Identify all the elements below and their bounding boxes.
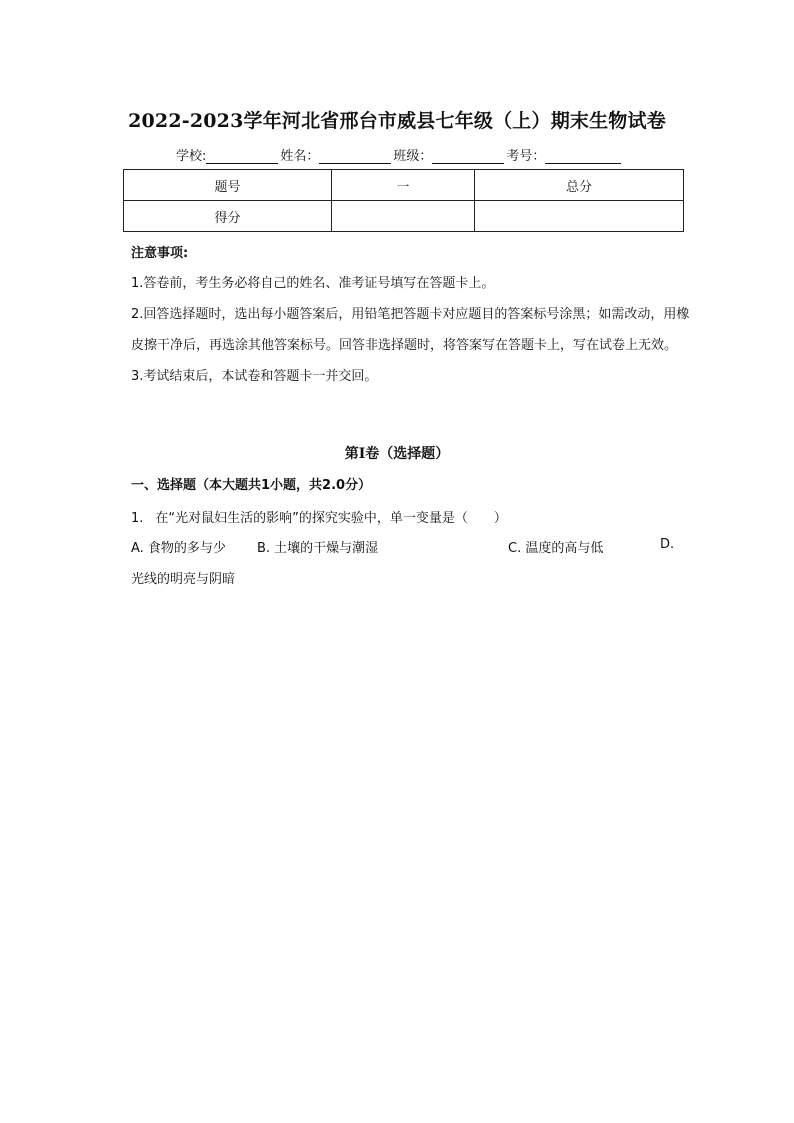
question-1-options bbox=[131, 537, 691, 557]
name-label: 姓名： bbox=[280, 149, 320, 164]
exam-no-label: 考号： bbox=[506, 149, 546, 164]
notes-list bbox=[131, 268, 691, 392]
school-field bbox=[176, 145, 280, 164]
class-label: 班级： bbox=[393, 149, 433, 164]
page-title: 2022-2023学年河北省邢台市威县七年级（上）期末生物试卷 bbox=[128, 110, 666, 132]
note-item: 2.回答选择题时，选出每小题答案后，用铅笔把答题卡对应题目的答案标号涂黑；如需改动，用橡皮擦干净后，再选涂其他答案标号。回答非选择题时，将答案写在答题卡上，写在试卷上无效。 bbox=[131, 307, 690, 353]
school-blank[interactable] bbox=[206, 149, 278, 164]
exam-no-blank[interactable] bbox=[545, 149, 621, 164]
option-c: C. 温度的高与低 bbox=[508, 541, 604, 556]
student-info-line bbox=[176, 145, 656, 164]
note-item: 1.答卷前，考生务必将自己的姓名、准考证号填写在答题卡上。 bbox=[131, 276, 495, 291]
question-1 bbox=[131, 507, 507, 526]
score-row-label: 得分 bbox=[124, 201, 332, 232]
option-d-text: 光线的明亮与阴暗 bbox=[131, 572, 236, 587]
score-table-score-row bbox=[124, 201, 684, 232]
note-item: 3.考试结束后，本试卷和答题卡一并交回。 bbox=[131, 369, 378, 384]
exam-no-field bbox=[506, 145, 623, 164]
score-table-header-row bbox=[124, 170, 684, 201]
notes-heading: 注意事项: bbox=[131, 246, 189, 261]
score-cell-part-one bbox=[332, 201, 475, 232]
option-a: A. 食物的多与少 bbox=[131, 541, 226, 556]
header-cell-question-number: 题号 bbox=[124, 170, 332, 201]
question-number: 1. bbox=[131, 511, 144, 526]
part-heading: 一、选择题（本大题共1小题，共2.0分） bbox=[131, 478, 372, 493]
school-label: 学校: bbox=[176, 149, 207, 164]
class-blank[interactable] bbox=[432, 149, 504, 164]
question-text: 在“光对鼠妇生活的影响”的探究实验中，单一变量是（ ） bbox=[155, 511, 507, 526]
section-title: 第I卷（选择题） bbox=[344, 446, 450, 462]
name-blank[interactable] bbox=[319, 149, 391, 164]
header-cell-part-one: 一 bbox=[332, 170, 475, 201]
score-table bbox=[123, 169, 684, 232]
name-field bbox=[280, 145, 393, 164]
score-cell-total bbox=[475, 201, 684, 232]
header-cell-total: 总分 bbox=[475, 170, 684, 201]
option-b: B. 土壤的干燥与潮湿 bbox=[257, 541, 379, 556]
option-d-label: D. bbox=[660, 537, 675, 552]
class-field bbox=[393, 145, 506, 164]
